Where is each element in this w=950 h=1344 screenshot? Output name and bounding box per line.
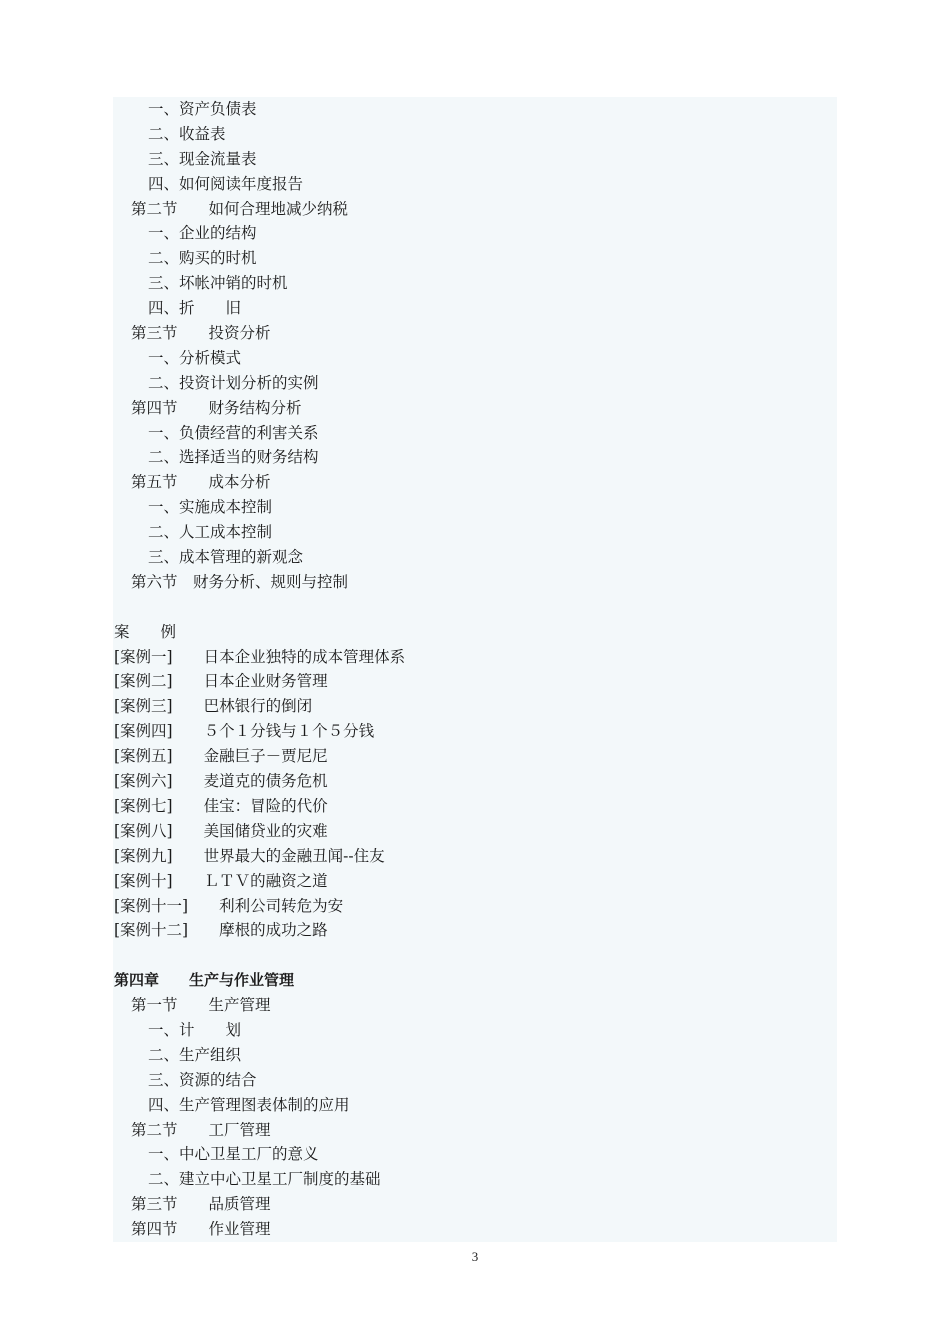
blank-line: [113, 943, 837, 968]
chapter-heading: 第四章 生产与作业管理: [114, 971, 295, 990]
outline-item: [案例八] 美国储贷业的灾难: [114, 821, 328, 840]
outline-item: [案例十二] 摩根的成功之路: [114, 921, 328, 940]
section-heading: 第一节 生产管理: [131, 996, 271, 1015]
outline-item: [案例五] 金融巨子－贾尼尼: [114, 747, 328, 766]
section-heading: 第二节 如何合理地减少纳税: [131, 199, 349, 218]
subsection-item: 四、生产管理图表体制的应用: [148, 1095, 350, 1114]
subsection-item: 一、计 划: [148, 1020, 242, 1039]
subsection-item: 三、成本管理的新观念: [148, 548, 304, 567]
outline-item: [案例九] 世界最大的金融丑闻--住友: [114, 846, 385, 865]
outline-item: [案例六] 麦道克的债务危机: [114, 772, 328, 791]
subsection-item: 三、现金流量表: [148, 149, 257, 168]
subsection-item: 一、中心卫星工厂的意义: [148, 1145, 319, 1164]
section-heading: 第四节 财务结构分析: [131, 398, 302, 417]
subsection-item: 一、实施成本控制: [148, 498, 273, 517]
outline-item: [案例七] 佳宝：冒险的代价: [114, 796, 328, 815]
subsection-item: 二、购买的时机: [148, 249, 257, 268]
section-heading: 第六节 财务分析、规则与控制: [131, 572, 349, 591]
subsection-item: 四、折 旧: [148, 299, 242, 318]
subsection-item: 一、分析模式: [148, 348, 242, 367]
subsection-item: 二、选择适当的财务结构: [148, 448, 319, 467]
page-number: 3: [471, 1249, 479, 1264]
subsection-item: 一、企业的结构: [148, 224, 257, 243]
blank-line: [113, 595, 837, 620]
document-body: [113, 97, 837, 1242]
outline-item: [案例二] 日本企业财务管理: [114, 672, 328, 691]
outline-item: [案例一] 日本企业独特的成本管理体系: [114, 647, 406, 666]
subsection-item: 二、收益表: [148, 124, 226, 143]
section-heading: 第二节 工厂管理: [131, 1120, 271, 1139]
subsection-item: 二、投资计划分析的实例: [148, 373, 319, 392]
outline-item: [案例三] 巴林银行的倒闭: [114, 697, 313, 716]
subsection-item: 二、建立中心卫星工厂制度的基础: [148, 1170, 381, 1189]
subsection-item: 一、资产负债表: [148, 100, 257, 118]
section-heading: 第五节 成本分析: [131, 473, 271, 492]
section-heading: 第三节 投资分析: [131, 324, 271, 343]
outline-item: [案例十] ＬＴＶ的融资之道: [114, 871, 328, 890]
subsection-item: 二、人工成本控制: [148, 523, 273, 542]
outline-item: 案 例: [114, 622, 177, 641]
subsection-item: 四、如何阅读年度报告: [148, 174, 304, 193]
section-heading: 第三节 品质管理: [131, 1195, 271, 1214]
section-heading: 第四节 作业管理: [131, 1220, 271, 1239]
subsection-item: 二、生产组织: [148, 1045, 242, 1064]
subsection-item: 三、资源的结合: [148, 1070, 257, 1089]
outline-item: [案例十一] 利利公司转危为安: [114, 896, 344, 915]
outline-item: [案例四] ５个１分钱与１个５分钱: [114, 722, 375, 741]
subsection-item: 三、坏帐冲销的时机: [148, 274, 288, 293]
subsection-item: 一、负债经营的利害关系: [148, 423, 319, 442]
